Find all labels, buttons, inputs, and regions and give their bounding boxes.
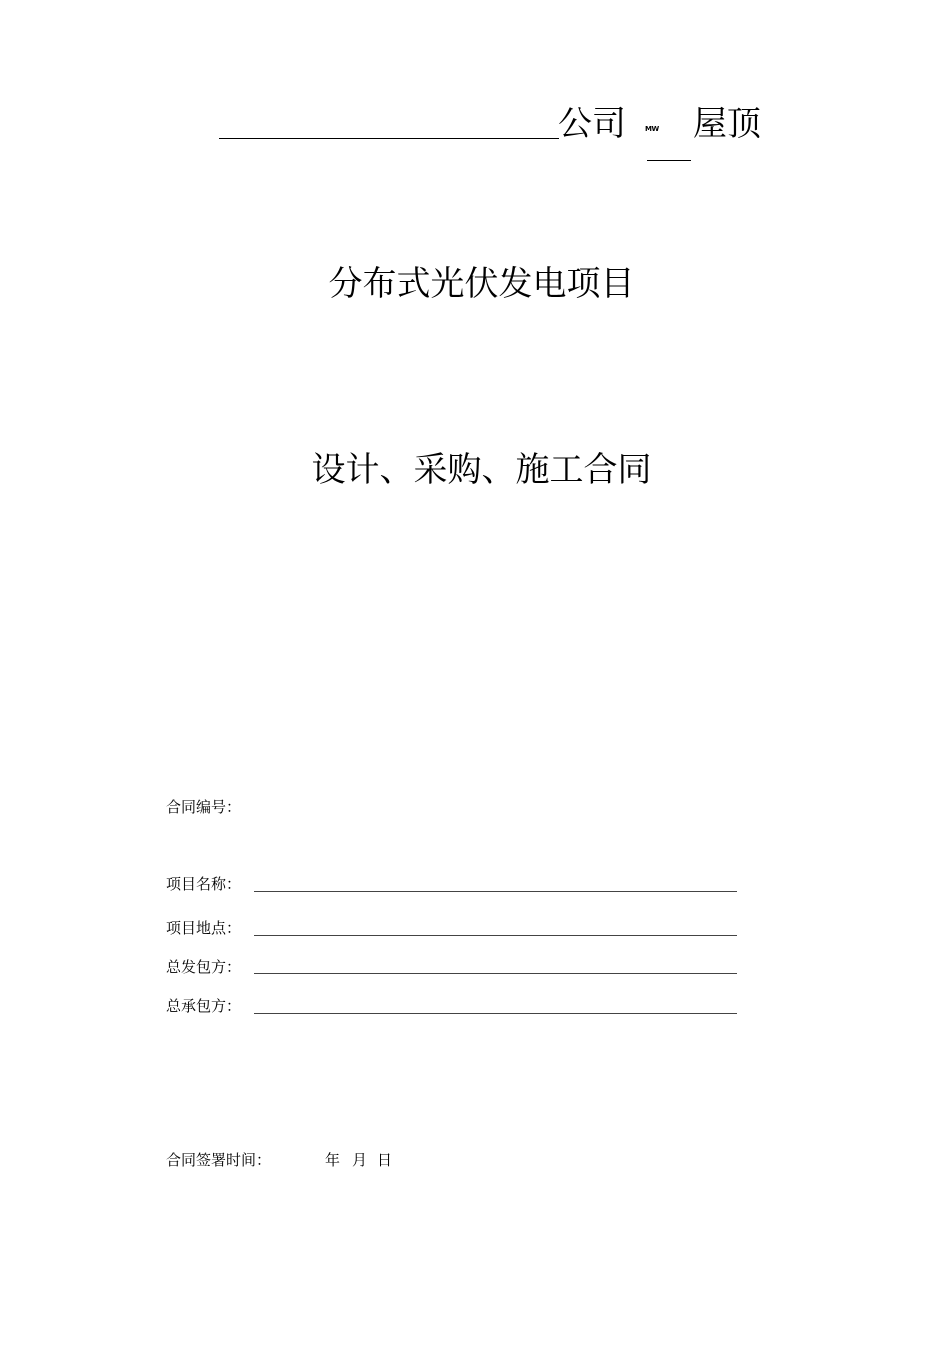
project-location-label: 项目地点：	[166, 919, 242, 937]
project-name-blank	[254, 891, 737, 892]
employer-label: 总发包方：	[166, 958, 242, 976]
roof-label: 屋顶	[693, 104, 761, 144]
company-name-blank	[219, 138, 559, 139]
contractor-label: 总承包方：	[166, 997, 242, 1015]
contract-type-title: 设计、采购、施工合同	[311, 450, 652, 490]
capacity-unit: MW	[645, 125, 659, 133]
signing-date-label: 合同签署时间：	[166, 1151, 272, 1169]
signing-month-label: 月	[352, 1151, 368, 1169]
signing-day-label: 日	[377, 1151, 393, 1169]
signing-year-label: 年	[325, 1151, 341, 1169]
project-location-blank	[254, 935, 737, 936]
contract-number-label: 合同编号：	[166, 798, 242, 816]
company-suffix: 公司	[558, 104, 626, 144]
capacity-blank	[647, 160, 691, 161]
project-name-label: 项目名称：	[166, 875, 242, 893]
project-type-title: 分布式光伏发电项目	[328, 264, 635, 304]
contractor-blank	[254, 1013, 737, 1014]
employer-blank	[254, 973, 737, 974]
